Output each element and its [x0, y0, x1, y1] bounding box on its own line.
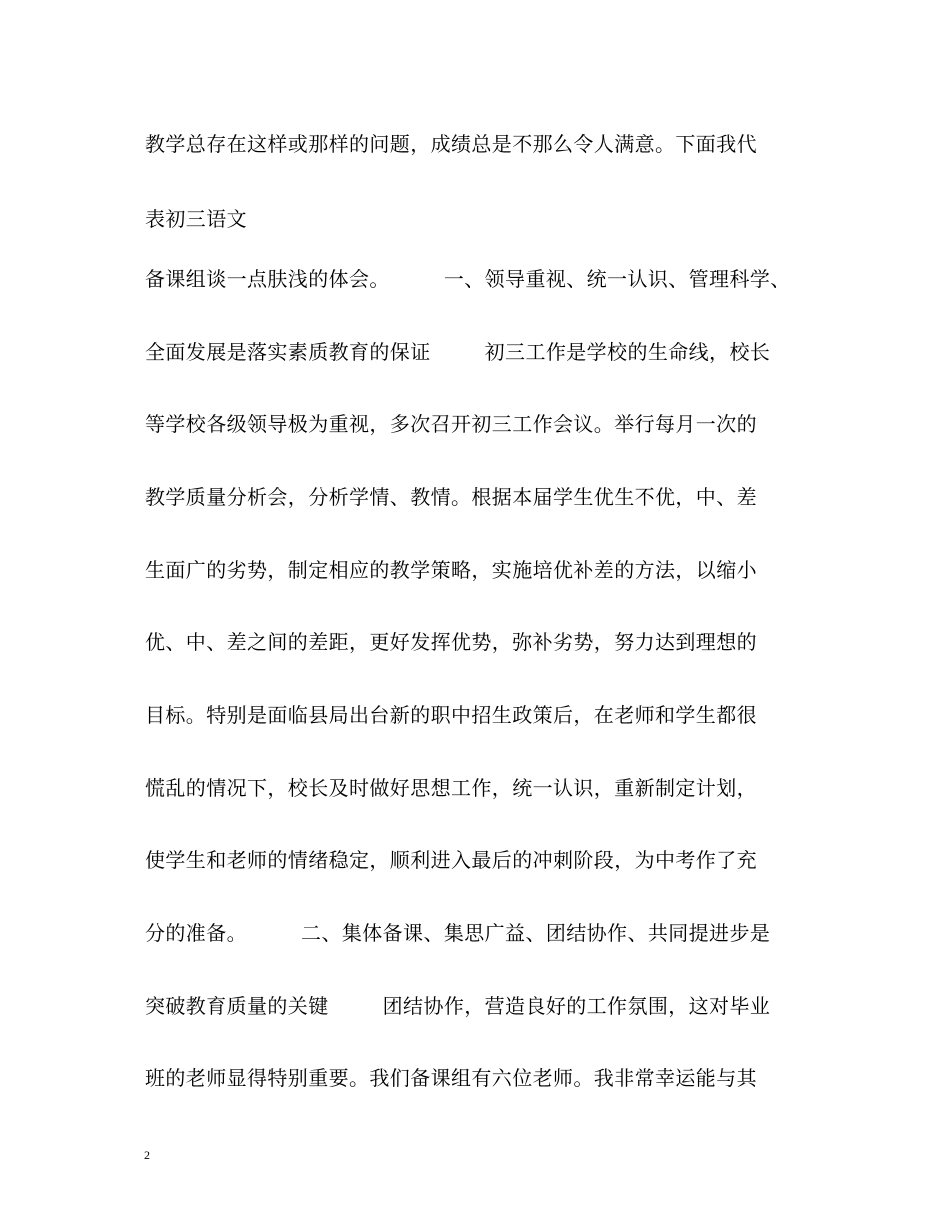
text-line-4: 全面发展是落实素质教育的保证 初三工作是学校的生命线，校长 — [145, 340, 771, 364]
page-number: 2 — [144, 1148, 150, 1162]
text-line-14: 班的老师显得特别重要。我们备课组有六位老师。我非常幸运能与其 — [145, 1066, 757, 1090]
text-line-11: 使学生和老师的情绪稳定，顺利进入最后的冲刺阶段，为中考作了充 — [145, 848, 757, 872]
text-line-13: 突破教育质量的关键 团结协作，营造良好的工作氛围，这对毕业 — [145, 994, 771, 1018]
text-line-3: 备课组谈一点肤浅的体会。 一、领导重视、统一认识、管理科学、 — [145, 267, 791, 291]
text-line-9: 目标。特别是面临县局出台新的职中招生政策后，在老师和学生都很 — [145, 703, 757, 727]
text-line-8: 优、中、差之间的差距，更好发挥优势，弥补劣势，努力达到理想的 — [145, 630, 757, 654]
text-line-12: 分的准备。 二、集体备课、集思广益、团结协作、共同提进步是 — [145, 921, 771, 945]
text-line-10: 慌乱的情况下，校长及时做好思想工作，统一认识，重新制定计划， — [145, 776, 757, 800]
text-line-1: 教学总存在这样或那样的问题，成绩总是不那么令人满意。下面我代 — [145, 132, 757, 156]
text-line-5: 等学校各级领导极为重视，多次召开初三工作会议。举行每月一次的 — [145, 412, 757, 436]
text-line-2: 表初三语文 — [145, 207, 247, 231]
text-line-7: 生面广的劣势，制定相应的教学策略，实施培优补差的方法，以缩小 — [145, 558, 757, 582]
text-line-6: 教学质量分析会，分析学情、教情。根据本届学生优生不优，中、差 — [145, 485, 757, 509]
